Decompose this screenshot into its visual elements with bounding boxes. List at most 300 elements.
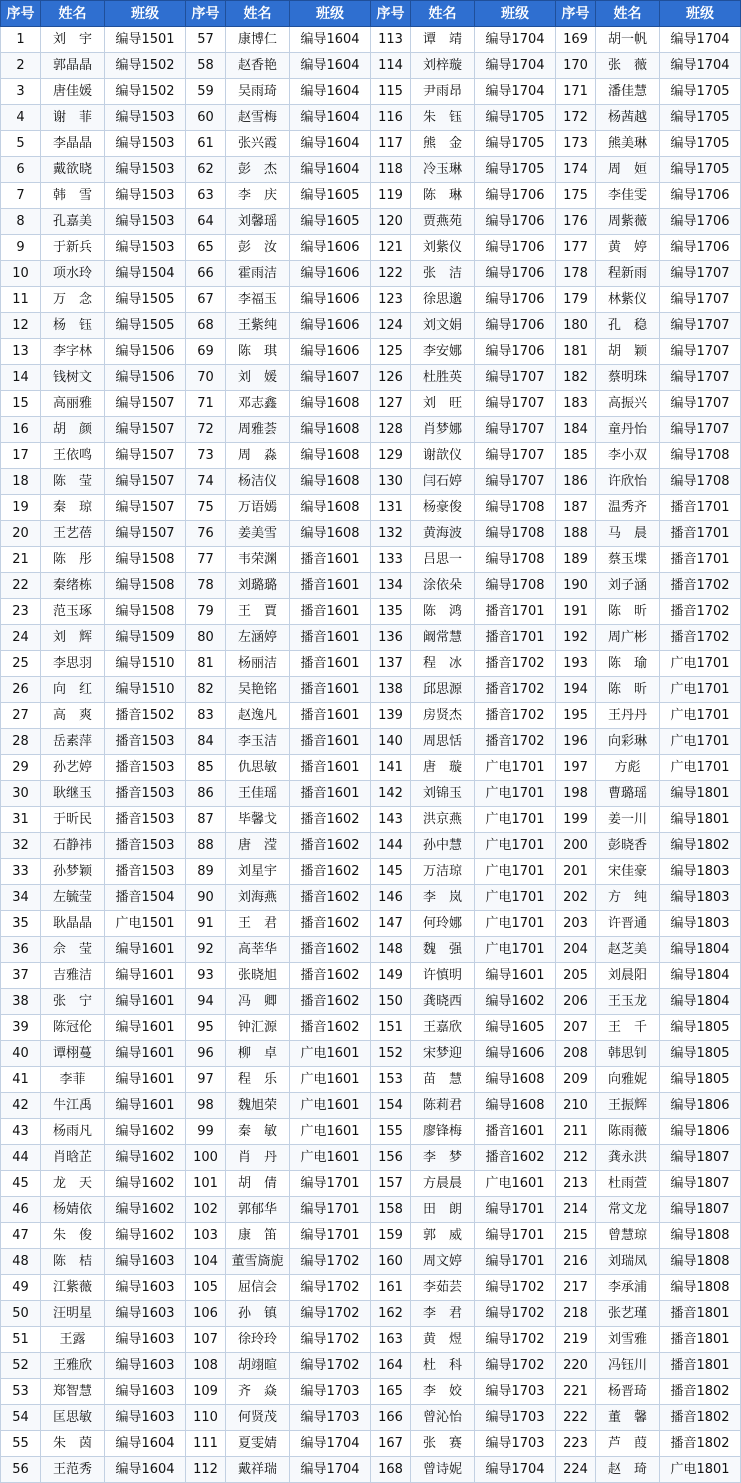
- cell-name: 胡翊暄: [226, 1353, 290, 1379]
- cell-name: 刘晨阳: [596, 963, 660, 989]
- cell-seq: 133: [371, 547, 411, 573]
- cell-seq: 214: [556, 1197, 596, 1223]
- cell-seq: 39: [1, 1015, 41, 1041]
- cell-name: 刘锦玉: [411, 781, 475, 807]
- cell-class: 编导1503: [105, 183, 186, 209]
- cell-class: 编导1706: [475, 209, 556, 235]
- cell-name: 胡一帆: [596, 27, 660, 53]
- cell-class: 编导1602: [105, 1223, 186, 1249]
- cell-class: 播音1802: [660, 1431, 741, 1457]
- cell-name: 黄海波: [411, 521, 475, 547]
- cell-class: 编导1803: [660, 885, 741, 911]
- cell-seq: 73: [186, 443, 226, 469]
- cell-class: 编导1601: [105, 937, 186, 963]
- cell-name: 房贤杰: [411, 703, 475, 729]
- cell-name: 高丽雅: [41, 391, 105, 417]
- cell-name: 王范秀: [41, 1457, 105, 1483]
- cell-name: 龙 天: [41, 1171, 105, 1197]
- header-class: 班级: [290, 1, 371, 27]
- cell-class: 编导1704: [660, 27, 741, 53]
- cell-class: 编导1507: [105, 443, 186, 469]
- cell-name: 王 賈: [226, 599, 290, 625]
- cell-name: 张艺瑾: [596, 1301, 660, 1327]
- cell-class: 编导1601: [105, 963, 186, 989]
- cell-name: 王玉龙: [596, 989, 660, 1015]
- cell-class: 播音1701: [660, 521, 741, 547]
- table-row: [1, 1197, 741, 1223]
- cell-class: 播音1702: [475, 651, 556, 677]
- cell-class: 播音1601: [290, 573, 371, 599]
- cell-class: 编导1608: [290, 521, 371, 547]
- cell-seq: 2: [1, 53, 41, 79]
- cell-seq: 110: [186, 1405, 226, 1431]
- cell-class: 编导1708: [475, 495, 556, 521]
- cell-class: 编导1701: [290, 1197, 371, 1223]
- cell-class: 编导1705: [475, 157, 556, 183]
- table-row: [1, 989, 741, 1015]
- cell-class: 播音1602: [290, 911, 371, 937]
- cell-name: 耿继玉: [41, 781, 105, 807]
- cell-seq: 212: [556, 1145, 596, 1171]
- table-row: [1, 1301, 741, 1327]
- cell-class: 播音1602: [290, 833, 371, 859]
- cell-name: 李安娜: [411, 339, 475, 365]
- cell-seq: 19: [1, 495, 41, 521]
- cell-class: 播音1601: [290, 599, 371, 625]
- cell-seq: 122: [371, 261, 411, 287]
- cell-seq: 9: [1, 235, 41, 261]
- cell-name: 夏雯婧: [226, 1431, 290, 1457]
- table-row: [1, 1275, 741, 1301]
- cell-name: 邱思源: [411, 677, 475, 703]
- cell-name: 张晓旭: [226, 963, 290, 989]
- cell-class: 编导1707: [475, 365, 556, 391]
- cell-name: 黄 婷: [596, 235, 660, 261]
- table-row: [1, 885, 741, 911]
- cell-seq: 60: [186, 105, 226, 131]
- cell-seq: 22: [1, 573, 41, 599]
- cell-class: 播音1601: [290, 547, 371, 573]
- cell-name: 霍雨洁: [226, 261, 290, 287]
- cell-class: 编导1607: [290, 365, 371, 391]
- cell-name: 王紫纯: [226, 313, 290, 339]
- cell-seq: 179: [556, 287, 596, 313]
- cell-seq: 217: [556, 1275, 596, 1301]
- cell-seq: 80: [186, 625, 226, 651]
- cell-seq: 67: [186, 287, 226, 313]
- cell-class: 广电1701: [660, 703, 741, 729]
- cell-class: 编导1805: [660, 1041, 741, 1067]
- cell-seq: 33: [1, 859, 41, 885]
- cell-seq: 218: [556, 1301, 596, 1327]
- cell-class: 编导1604: [105, 1431, 186, 1457]
- cell-seq: 161: [371, 1275, 411, 1301]
- cell-name: 杨茜越: [596, 105, 660, 131]
- cell-class: 播音1602: [290, 963, 371, 989]
- cell-class: 播音1502: [105, 703, 186, 729]
- cell-seq: 35: [1, 911, 41, 937]
- cell-seq: 199: [556, 807, 596, 833]
- cell-name: 李字林: [41, 339, 105, 365]
- cell-seq: 61: [186, 131, 226, 157]
- cell-class: 编导1505: [105, 287, 186, 313]
- cell-name: 刘 宇: [41, 27, 105, 53]
- cell-seq: 118: [371, 157, 411, 183]
- cell-class: 编导1510: [105, 677, 186, 703]
- cell-seq: 3: [1, 79, 41, 105]
- cell-class: 编导1506: [105, 365, 186, 391]
- header-class: 班级: [660, 1, 741, 27]
- cell-name: 谭 靖: [411, 27, 475, 53]
- cell-class: 编导1604: [290, 27, 371, 53]
- cell-seq: 151: [371, 1015, 411, 1041]
- cell-seq: 167: [371, 1431, 411, 1457]
- cell-name: 龚晓西: [411, 989, 475, 1015]
- cell-class: 编导1503: [105, 235, 186, 261]
- cell-class: 编导1606: [290, 287, 371, 313]
- cell-seq: 163: [371, 1327, 411, 1353]
- cell-class: 编导1703: [475, 1379, 556, 1405]
- cell-class: 播音1503: [105, 729, 186, 755]
- cell-name: 秦 敏: [226, 1119, 290, 1145]
- cell-name: 杜雨萱: [596, 1171, 660, 1197]
- cell-name: 刘 媛: [226, 365, 290, 391]
- cell-seq: 12: [1, 313, 41, 339]
- cell-seq: 26: [1, 677, 41, 703]
- cell-name: 刘子涵: [596, 573, 660, 599]
- cell-seq: 51: [1, 1327, 41, 1353]
- cell-name: 周 淼: [226, 443, 290, 469]
- cell-name: 匡思敏: [41, 1405, 105, 1431]
- table-row: [1, 1379, 741, 1405]
- cell-seq: 99: [186, 1119, 226, 1145]
- cell-class: 广电1601: [290, 1145, 371, 1171]
- cell-seq: 206: [556, 989, 596, 1015]
- cell-seq: 127: [371, 391, 411, 417]
- cell-class: 编导1704: [290, 1457, 371, 1483]
- cell-class: 播音1503: [105, 755, 186, 781]
- cell-class: 编导1804: [660, 989, 741, 1015]
- cell-seq: 149: [371, 963, 411, 989]
- cell-class: 编导1608: [290, 417, 371, 443]
- cell-name: 高振兴: [596, 391, 660, 417]
- cell-seq: 119: [371, 183, 411, 209]
- cell-class: 编导1601: [105, 1093, 186, 1119]
- cell-name: 宋佳豪: [596, 859, 660, 885]
- cell-class: 编导1507: [105, 391, 186, 417]
- cell-seq: 58: [186, 53, 226, 79]
- cell-name: 徐玲玲: [226, 1327, 290, 1353]
- cell-name: 王嘉欣: [411, 1015, 475, 1041]
- cell-class: 编导1708: [660, 443, 741, 469]
- cell-class: 编导1707: [475, 417, 556, 443]
- cell-seq: 54: [1, 1405, 41, 1431]
- cell-name: 秦 琼: [41, 495, 105, 521]
- cell-seq: 201: [556, 859, 596, 885]
- cell-seq: 101: [186, 1171, 226, 1197]
- cell-class: 编导1702: [475, 1327, 556, 1353]
- cell-class: 编导1706: [660, 183, 741, 209]
- cell-class: 编导1601: [105, 1041, 186, 1067]
- cell-name: 钱树文: [41, 365, 105, 391]
- table-row: [1, 313, 741, 339]
- cell-seq: 78: [186, 573, 226, 599]
- cell-class: 编导1707: [660, 261, 741, 287]
- cell-name: 毕馨戈: [226, 807, 290, 833]
- cell-name: 李 梦: [411, 1145, 475, 1171]
- cell-class: 编导1603: [105, 1353, 186, 1379]
- cell-seq: 194: [556, 677, 596, 703]
- cell-seq: 62: [186, 157, 226, 183]
- cell-seq: 46: [1, 1197, 41, 1223]
- cell-class: 编导1608: [290, 443, 371, 469]
- cell-class: 编导1706: [475, 261, 556, 287]
- cell-name: 赵逸凡: [226, 703, 290, 729]
- cell-class: 编导1601: [105, 989, 186, 1015]
- cell-seq: 172: [556, 105, 596, 131]
- cell-class: 编导1508: [105, 599, 186, 625]
- cell-class: 编导1702: [290, 1327, 371, 1353]
- cell-seq: 109: [186, 1379, 226, 1405]
- cell-seq: 183: [556, 391, 596, 417]
- cell-name: 李 庆: [226, 183, 290, 209]
- cell-class: 编导1606: [475, 1041, 556, 1067]
- cell-class: 编导1502: [105, 79, 186, 105]
- cell-name: 姜一川: [596, 807, 660, 833]
- cell-class: 编导1807: [660, 1171, 741, 1197]
- cell-name: 谢 菲: [41, 105, 105, 131]
- cell-name: 芦 葭: [596, 1431, 660, 1457]
- cell-name: 贾燕苑: [411, 209, 475, 235]
- table-row: [1, 937, 741, 963]
- cell-class: 编导1606: [290, 339, 371, 365]
- cell-class: 播音1602: [290, 989, 371, 1015]
- cell-name: 刘文娟: [411, 313, 475, 339]
- cell-name: 王 君: [226, 911, 290, 937]
- cell-seq: 87: [186, 807, 226, 833]
- cell-class: 播音1602: [290, 859, 371, 885]
- cell-seq: 69: [186, 339, 226, 365]
- cell-name: 吴雨琦: [226, 79, 290, 105]
- cell-class: 编导1707: [660, 287, 741, 313]
- cell-name: 李承浦: [596, 1275, 660, 1301]
- cell-name: 张 赛: [411, 1431, 475, 1457]
- cell-class: 编导1608: [475, 1093, 556, 1119]
- cell-class: 编导1503: [105, 209, 186, 235]
- cell-name: 曹璐瑶: [596, 781, 660, 807]
- cell-seq: 55: [1, 1431, 41, 1457]
- cell-name: 戴欲晓: [41, 157, 105, 183]
- cell-seq: 29: [1, 755, 41, 781]
- cell-seq: 209: [556, 1067, 596, 1093]
- cell-class: 编导1608: [290, 469, 371, 495]
- cell-name: 肖晗芷: [41, 1145, 105, 1171]
- cell-name: 李佳雯: [596, 183, 660, 209]
- header-name: 姓名: [596, 1, 660, 27]
- cell-name: 刘 旺: [411, 391, 475, 417]
- cell-class: 广电1601: [290, 1093, 371, 1119]
- cell-seq: 95: [186, 1015, 226, 1041]
- cell-seq: 111: [186, 1431, 226, 1457]
- cell-name: 柳 卓: [226, 1041, 290, 1067]
- cell-seq: 94: [186, 989, 226, 1015]
- cell-seq: 102: [186, 1197, 226, 1223]
- cell-class: 编导1605: [290, 209, 371, 235]
- cell-class: 播音1602: [290, 807, 371, 833]
- cell-class: 编导1707: [660, 417, 741, 443]
- cell-class: 播音1503: [105, 859, 186, 885]
- cell-seq: 156: [371, 1145, 411, 1171]
- cell-class: 广电1601: [290, 1119, 371, 1145]
- cell-seq: 97: [186, 1067, 226, 1093]
- cell-seq: 92: [186, 937, 226, 963]
- cell-name: 周思恬: [411, 729, 475, 755]
- cell-class: 编导1705: [475, 131, 556, 157]
- cell-name: 方晨晨: [411, 1171, 475, 1197]
- cell-class: 编导1605: [475, 1015, 556, 1041]
- cell-class: 广电1701: [660, 755, 741, 781]
- cell-name: 洪京燕: [411, 807, 475, 833]
- cell-seq: 142: [371, 781, 411, 807]
- cell-seq: 198: [556, 781, 596, 807]
- cell-class: 广电1701: [660, 677, 741, 703]
- cell-class: 广电1701: [475, 859, 556, 885]
- cell-seq: 203: [556, 911, 596, 937]
- cell-class: 编导1604: [290, 79, 371, 105]
- cell-class: 播音1503: [105, 833, 186, 859]
- cell-seq: 4: [1, 105, 41, 131]
- cell-name: 朱 俊: [41, 1223, 105, 1249]
- cell-seq: 5: [1, 131, 41, 157]
- cell-class: 编导1701: [475, 1249, 556, 1275]
- cell-class: 编导1706: [660, 235, 741, 261]
- cell-name: 宋梦迎: [411, 1041, 475, 1067]
- table-row: [1, 1015, 741, 1041]
- cell-name: 高 爽: [41, 703, 105, 729]
- cell-class: 编导1604: [290, 157, 371, 183]
- table-row: [1, 157, 741, 183]
- cell-seq: 89: [186, 859, 226, 885]
- cell-seq: 162: [371, 1301, 411, 1327]
- cell-name: 王佳瑶: [226, 781, 290, 807]
- cell-seq: 72: [186, 417, 226, 443]
- cell-class: 编导1706: [475, 235, 556, 261]
- cell-seq: 129: [371, 443, 411, 469]
- cell-name: 屈信会: [226, 1275, 290, 1301]
- cell-name: 常文龙: [596, 1197, 660, 1223]
- table-row: [1, 1405, 741, 1431]
- cell-seq: 96: [186, 1041, 226, 1067]
- cell-seq: 224: [556, 1457, 596, 1483]
- cell-class: 编导1704: [475, 79, 556, 105]
- cell-class: 编导1801: [660, 807, 741, 833]
- cell-name: 周广彬: [596, 625, 660, 651]
- cell-seq: 16: [1, 417, 41, 443]
- cell-seq: 27: [1, 703, 41, 729]
- cell-name: 李 岚: [411, 885, 475, 911]
- cell-seq: 191: [556, 599, 596, 625]
- table-row: [1, 365, 741, 391]
- cell-class: 编导1707: [475, 443, 556, 469]
- cell-seq: 105: [186, 1275, 226, 1301]
- table-row: [1, 79, 741, 105]
- cell-class: 编导1806: [660, 1093, 741, 1119]
- cell-name: 陈 昕: [596, 599, 660, 625]
- cell-name: 周紫薇: [596, 209, 660, 235]
- cell-class: 广电1701: [660, 651, 741, 677]
- cell-class: 播音1601: [290, 755, 371, 781]
- cell-class: 播音1602: [290, 937, 371, 963]
- cell-name: 方 纯: [596, 885, 660, 911]
- cell-seq: 76: [186, 521, 226, 547]
- cell-name: 杨丽洁: [226, 651, 290, 677]
- cell-seq: 188: [556, 521, 596, 547]
- cell-seq: 164: [371, 1353, 411, 1379]
- table-row: [1, 1249, 741, 1275]
- cell-name: 李茹芸: [411, 1275, 475, 1301]
- cell-class: 编导1704: [475, 53, 556, 79]
- cell-class: 编导1701: [475, 1197, 556, 1223]
- cell-seq: 7: [1, 183, 41, 209]
- cell-name: 许欣怡: [596, 469, 660, 495]
- cell-class: 播音1702: [660, 599, 741, 625]
- cell-class: 编导1706: [475, 339, 556, 365]
- cell-class: 广电1701: [660, 729, 741, 755]
- cell-name: 尹雨昂: [411, 79, 475, 105]
- cell-seq: 65: [186, 235, 226, 261]
- cell-name: 陈 桔: [41, 1249, 105, 1275]
- table-row: [1, 391, 741, 417]
- cell-class: 编导1707: [660, 339, 741, 365]
- cell-seq: 176: [556, 209, 596, 235]
- header-class: 班级: [475, 1, 556, 27]
- cell-seq: 210: [556, 1093, 596, 1119]
- cell-name: 杨婧依: [41, 1197, 105, 1223]
- cell-seq: 185: [556, 443, 596, 469]
- cell-seq: 28: [1, 729, 41, 755]
- cell-name: 王艺蓓: [41, 521, 105, 547]
- cell-name: 孔嘉美: [41, 209, 105, 235]
- cell-name: 王丹丹: [596, 703, 660, 729]
- cell-name: 谢歆仪: [411, 443, 475, 469]
- cell-seq: 40: [1, 1041, 41, 1067]
- table-row: [1, 235, 741, 261]
- cell-seq: 114: [371, 53, 411, 79]
- header-name: 姓名: [41, 1, 105, 27]
- cell-seq: 204: [556, 937, 596, 963]
- table-row: [1, 833, 741, 859]
- cell-seq: 153: [371, 1067, 411, 1093]
- cell-class: 播音1702: [660, 573, 741, 599]
- cell-class: 编导1706: [475, 287, 556, 313]
- cell-seq: 147: [371, 911, 411, 937]
- cell-name: 陈 彤: [41, 547, 105, 573]
- cell-name: 万 念: [41, 287, 105, 313]
- cell-class: 广电1601: [290, 1041, 371, 1067]
- cell-class: 播音1601: [290, 651, 371, 677]
- cell-name: 周文婷: [411, 1249, 475, 1275]
- cell-seq: 13: [1, 339, 41, 365]
- cell-seq: 207: [556, 1015, 596, 1041]
- header-seq: 序号: [556, 1, 596, 27]
- cell-name: 郭郁华: [226, 1197, 290, 1223]
- cell-seq: 36: [1, 937, 41, 963]
- cell-seq: 145: [371, 859, 411, 885]
- cell-seq: 38: [1, 989, 41, 1015]
- cell-seq: 159: [371, 1223, 411, 1249]
- cell-class: 编导1608: [290, 495, 371, 521]
- cell-seq: 152: [371, 1041, 411, 1067]
